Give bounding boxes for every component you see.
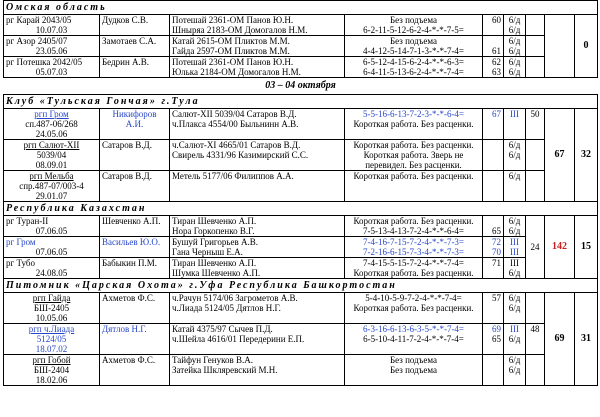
class-value: 6/д (508, 226, 521, 236)
pair-cell (170, 237, 345, 258)
points-value: 72 (492, 237, 501, 247)
points-value: 65 (492, 226, 501, 236)
empty-cell (526, 36, 545, 57)
dog-cell (4, 258, 100, 279)
class-cell (504, 36, 526, 57)
owner-cell: Ахметов Ф.С. (100, 293, 170, 324)
points-value (485, 36, 501, 46)
points-value: 62 (492, 57, 501, 67)
table-row (4, 36, 598, 57)
pair-dog: Тайфун Генуков В.А. (172, 355, 254, 365)
points-cell (483, 140, 504, 171)
points-cell (483, 293, 504, 324)
total-cell: 0 (575, 15, 598, 78)
scores-cell (345, 324, 483, 355)
class-cell (504, 216, 526, 237)
dog-cell (4, 237, 100, 258)
score-text: Короткая работа. Без расценки. (353, 268, 474, 278)
table-row (4, 140, 598, 171)
scores-cell (345, 258, 483, 279)
pair-cell (170, 258, 345, 279)
dog-cell (4, 36, 100, 57)
class-value: III (510, 237, 519, 247)
class-value: 6/д (508, 355, 521, 365)
dog-date: 18.07.02 (35, 344, 68, 354)
points-cell (483, 237, 504, 258)
dog-date: 05.07.03 (35, 67, 68, 77)
section-title: Омская область (4, 1, 598, 15)
pair-cell (170, 355, 345, 386)
class-cell (504, 355, 526, 386)
pair-dog: ч.Плакса 4554/00 Быльнинн А.В. (172, 119, 299, 129)
total-cell: 32 (575, 109, 598, 202)
dog-name-text: ргп Гром (34, 109, 69, 119)
points-value: 69 (492, 324, 501, 334)
score-text: 6-2-11-5-12-6-2-4-*-*-7-5= (363, 25, 464, 35)
class-value: 6/д (508, 140, 521, 150)
points-value: 63 (492, 67, 501, 77)
pair-dog: ч.Салют-XI 4665/01 Сатаров В.Д. (172, 140, 301, 150)
dog-reg: 5039/04 (36, 150, 67, 160)
pair-dog: ч.Лиада 5124/05 Дятлов Н.Г. (172, 303, 281, 313)
scores-cell (345, 355, 483, 386)
dog-name: рг Гром (6, 237, 36, 247)
pair-dog: Салют-XII 5039/04 Сатаров В.Д. (172, 109, 297, 119)
pair-dog: Гана Черныш Е.А. (172, 247, 243, 257)
pair-cell (170, 109, 345, 140)
owner-cell: Бабыкин П.М. (100, 258, 170, 279)
pair-cell (170, 216, 345, 237)
extra-cell: 48 (526, 324, 545, 355)
class-value: 6/д (508, 293, 521, 303)
score-text: 5-4-10-5-9-7-2-4-*-*-7-4= (365, 293, 462, 303)
pair-dog: Тиран Шевченко А.П. (172, 216, 257, 226)
table-row (4, 15, 598, 36)
pair-dog: Затейка Шкляревский М.Н. (172, 365, 278, 375)
dog-name: рг Туран-II (6, 216, 49, 226)
points-cell (483, 171, 504, 202)
owner-cell: Сатаров В.Д. (100, 171, 170, 202)
table-row (4, 57, 598, 78)
score-text: Короткая работа. Без расценки. (353, 216, 474, 226)
dog-date: 07.06.05 (35, 226, 68, 236)
points-cell (483, 216, 504, 237)
score-text: 6-5-12-4-15-6-2-4-*-*-6-3= (362, 57, 465, 67)
score-text: 7-4-16-7-15-7-2-4-*-*-7-3= (362, 237, 465, 247)
score-text: Без подъема (390, 15, 437, 25)
pair-cell (170, 15, 345, 36)
pair-dog: Катай 4375/97 Сычев П.Д. (172, 324, 273, 334)
scores-cell (345, 237, 483, 258)
empty-cell (526, 293, 545, 324)
dog-date: 24.05.06 (35, 129, 68, 139)
score-text: 6-3-16-6-13-6-3-5-*-*-7-4= (362, 324, 465, 334)
section-title: Клуб «Тульская Гончая» г.Тула (4, 95, 598, 109)
points-value: 60 (492, 15, 501, 25)
pair-dog: Метель 5177/06 Филиппов А.А. (172, 171, 294, 181)
total-cell: 31 (575, 293, 598, 386)
dog-date: 29.01.07 (35, 191, 68, 201)
class-value: 6/д (508, 15, 521, 25)
owner-cell: Замотаев С.А. (100, 36, 170, 57)
score-text: Короткая работа. Без расценки. (353, 140, 474, 150)
total-cell: 15 (575, 216, 598, 279)
score-text: Без подъема (390, 355, 437, 365)
dog-name: рг Потешка 2042/05 (6, 57, 83, 67)
dog-reg: БШ-2404 (33, 365, 70, 375)
pair-dog: Тиран Шевченко А.П. (172, 258, 257, 268)
dog-name (6, 109, 97, 119)
dog-cell (4, 324, 100, 355)
owner-cell: Сатаров В.Д. (100, 140, 170, 171)
class-cell (504, 57, 526, 78)
pair-cell (170, 171, 345, 202)
class-value: 6/д (508, 334, 521, 344)
dog-name (6, 140, 97, 150)
pair-dog: Бушуй Григорьев А.В. (172, 237, 258, 247)
table-row (4, 258, 598, 279)
dog-date: 10.07.03 (35, 25, 68, 35)
class-value: 6/д (508, 25, 521, 35)
score-text: Короткая работа. Без расценки. (353, 171, 474, 181)
empty-cell (526, 355, 545, 386)
pair-cell (170, 324, 345, 355)
pair-cell (170, 57, 345, 78)
score-text: перевидел. Без расценки. (365, 160, 462, 170)
dog-name-text: ргп Гобой (32, 355, 71, 365)
owner-name: А.И. (125, 119, 144, 129)
section-header-omsk (4, 1, 598, 15)
dog-name (6, 293, 97, 303)
points-cell (483, 355, 504, 386)
class-value: 6/д (508, 36, 521, 46)
section-header-kazakhstan (4, 202, 598, 216)
score-text: 4-4-12-5-14-7-1-3-*-*-7-4= (362, 46, 465, 56)
total-cell: 142 (545, 216, 575, 279)
pair-cell (170, 293, 345, 324)
table-row (4, 109, 598, 140)
pair-dog: Потешай 2361-ОМ Панов Ю.Н. (172, 15, 294, 25)
class-value: 6/д (508, 303, 521, 313)
dog-name (6, 171, 97, 181)
empty-cell (526, 140, 545, 171)
pair-dog: Нора Горкопенко В.Г. (172, 226, 255, 236)
section-header-ufa (4, 279, 598, 293)
points-value (485, 216, 501, 226)
dog-date: 18.02.06 (35, 375, 68, 385)
pair-dog: ч.Шейла 4616/01 Передерини Е.П. (172, 334, 305, 344)
dog-cell (4, 293, 100, 324)
pair-dog: Юлька 2184-ОМ Домогалов Н.М. (172, 67, 301, 77)
date-row (4, 78, 598, 95)
owner-cell: Бедрин А.В. (100, 57, 170, 78)
pair-dog: ч.Рачун 5174/06 Загрометов А.В. (172, 293, 298, 303)
dog-name-text: ргп ч.Лиада (28, 324, 75, 334)
table-row (4, 293, 598, 324)
score-text: 6-4-11-5-13-6-2-4-*-*-7-4= (363, 67, 464, 77)
table-row (4, 324, 598, 355)
class-cell: III (504, 109, 526, 140)
score-text: Короткая работа. Зверь не (363, 150, 464, 160)
scores-cell (345, 216, 483, 237)
points-cell: 67 (483, 109, 504, 140)
empty-cell (526, 57, 545, 78)
section-title: Республика Казахстан (4, 202, 598, 216)
dog-name-text: ргп Салют-XII (23, 140, 80, 150)
score-text: Короткая работа. Без расценки. (353, 119, 474, 129)
dog-cell (4, 140, 100, 171)
points-cell (483, 258, 504, 279)
score-text: 7-2-16-6-15-7-3-4-*-*-7-3= (362, 247, 465, 257)
score-text: Без подъема (390, 36, 437, 46)
class-cell (504, 258, 526, 279)
dog-cell (4, 15, 100, 36)
class-value: 6/д (508, 268, 521, 278)
owner-cell: Ахметов Ф.С. (100, 355, 170, 386)
owner-name: Никифоров (112, 109, 157, 119)
empty-cell (526, 15, 545, 36)
dog-cell (4, 216, 100, 237)
date-heading: 03 – 04 октября (4, 78, 598, 95)
class-cell (504, 140, 526, 171)
total-cell: 69 (545, 293, 575, 386)
class-value: 6/д (508, 365, 521, 375)
class-value: 6/д (508, 46, 521, 56)
dog-cell (4, 355, 100, 386)
owner-cell: Васильев Ю.О. (100, 237, 170, 258)
class-value: 6/д (508, 67, 521, 77)
score-text: 5-5-16-6-13-7-2-3-*-*-6-4= (362, 109, 465, 119)
dog-reg: 5124/05 (36, 334, 67, 344)
scores-cell (345, 140, 483, 171)
owner-cell: Дудков С.В. (100, 15, 170, 36)
dog-date: 23.05.06 (35, 46, 68, 56)
class-cell (504, 15, 526, 36)
pair-dog: Гайда 2597-ОМ Пликтов М.М. (172, 46, 290, 56)
class-value: III (510, 247, 519, 257)
dog-name-text: ргп Гайда (32, 293, 71, 303)
class-value: 6/д (508, 216, 521, 226)
pair-cell (170, 140, 345, 171)
score-text: Без подъема (390, 365, 437, 375)
pair-cell (170, 36, 345, 57)
class-value: 6/д (508, 150, 521, 160)
dog-date: 08.09.01 (35, 160, 68, 170)
class-value: 6/д (508, 57, 521, 67)
pair-dog: Катай 2615-ОМ Пликтов М.М. (172, 36, 290, 46)
class-cell (504, 237, 526, 258)
section-header-tula (4, 95, 598, 109)
pair-dog: Потешай 2361-ОМ Панов Ю.Н. (172, 57, 294, 67)
table-row (4, 355, 598, 386)
table-row (4, 237, 598, 258)
dog-cell (4, 171, 100, 202)
dog-date: 07.06.05 (35, 247, 68, 257)
extra-cell: 24 (526, 216, 545, 279)
class-value: III (510, 324, 519, 334)
owner-cell: Дятлов Н.Г. (100, 324, 170, 355)
points-value: 70 (492, 247, 501, 257)
dog-name: рг Карай 2043/05 (6, 15, 72, 25)
class-cell (504, 324, 526, 355)
dog-reg: спр.487-07/003-4 (19, 181, 84, 191)
score-text: Короткая работа. Без расценки. (353, 303, 474, 313)
dog-name (6, 355, 97, 365)
dog-date: 10.05.06 (35, 313, 68, 323)
empty-cell (526, 171, 545, 202)
dog-reg: БШ-2405 (33, 303, 70, 313)
table-row (4, 171, 598, 202)
scores-cell (345, 36, 483, 57)
total-cell (545, 15, 575, 78)
section-title: Питомник «Царская Охота» г.Уфа Республика Башкортостан (4, 279, 598, 293)
scores-cell (345, 15, 483, 36)
scores-cell (345, 57, 483, 78)
total-cell: 67 (545, 109, 575, 202)
scores-cell (345, 293, 483, 324)
dog-cell (4, 109, 100, 140)
dog-reg: сп.487-06/268 (25, 119, 78, 129)
points-cell (483, 15, 504, 36)
class-value: III (510, 258, 519, 268)
dog-name: рг Тубо (6, 258, 35, 268)
score-text: 6-5-10-4-11-7-2-4-*-*-7-4= (363, 334, 464, 344)
points-value: 65 (492, 334, 501, 344)
owner-cell: Шевченко А.П. (100, 216, 170, 237)
dog-cell (4, 57, 100, 78)
dog-name-text: ргп Мельба (29, 171, 74, 181)
class-cell: 6/д (504, 171, 526, 202)
score-text: 7-4-15-5-15-7-2-4-*-*-7-4= (362, 258, 465, 268)
pair-dog: Шумка Шевченко А.П. (172, 268, 261, 278)
score-text: 7-5-13-4-13-7-2-4-*-*-6-4= (362, 226, 465, 236)
pair-dog: Шныряа 2183-ОМ Домогалов Н.М. (172, 25, 308, 35)
points-value: 71 (492, 258, 501, 268)
pair-dog: Свирель 4331/96 Казимирский С.С. (172, 150, 309, 160)
dog-date: 24.08.05 (35, 268, 68, 278)
owner-cell (100, 109, 170, 140)
points-value: 57 (492, 293, 501, 303)
extra-cell: 50 (526, 109, 545, 140)
scores-cell (345, 171, 483, 202)
table-row (4, 216, 598, 237)
points-cell (483, 57, 504, 78)
dog-name: рг Азор 2405/07 (6, 36, 68, 46)
scores-cell (345, 109, 483, 140)
results-table (3, 0, 598, 386)
class-cell (504, 293, 526, 324)
points-cell (483, 36, 504, 57)
dog-name (6, 324, 97, 334)
points-value: 61 (492, 46, 501, 56)
points-cell (483, 324, 504, 355)
